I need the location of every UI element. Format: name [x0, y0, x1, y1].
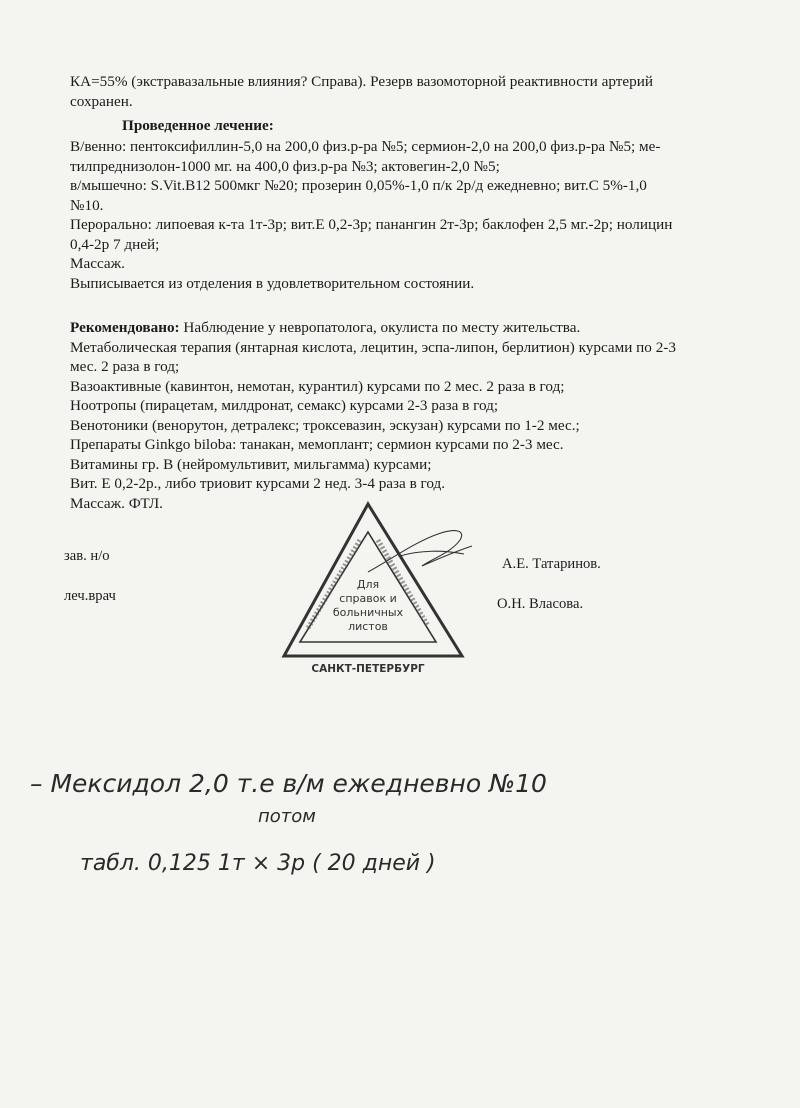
intro-paragraph — [70, 72, 730, 111]
recommend-line-4: Вазоактивные (кавинтон, немотан, курантил) курсами по 2 мес. 2 раза в год; — [70, 377, 565, 395]
stamp-center-line-4: листов — [348, 620, 388, 633]
recommend-line-5: Ноотропы (пирацетам, милдронат, семакс) курсами 2-3 раза в год; — [70, 397, 499, 414]
treatment-im-line-2: №10. — [70, 196, 104, 214]
recommend-line-10: Массаж. ФТЛ. — [70, 494, 163, 512]
recommend-line-1-text: Наблюдение у невропатолога, окулиста по месту жительства. — [179, 319, 581, 336]
handwriting-line-3: табл. 0,125 1т × 3р ( 20 дней ) — [80, 851, 436, 876]
institution-stamp — [278, 498, 468, 678]
head-name: А.Е. Татаринов. — [502, 556, 601, 572]
recommend-label: Рекомендовано: — [70, 319, 180, 336]
recommendations-section — [70, 318, 730, 513]
stamp-city: САНКТ-ПЕТЕРБУРГ — [311, 663, 425, 675]
treatment-heading: Проведенное лечение: — [122, 117, 274, 134]
head-label: зав. н/о — [64, 548, 110, 564]
recommend-line-7: Препараты Ginkgo biloba: танакан, мемоплант; сермион курсами по 2-3 мес. — [70, 436, 564, 453]
recommend-line-6: Венотоники (венорутон, детралекс; троксевазин, эскузан) курсами по 1-2 мес.; — [70, 416, 580, 434]
intro-line-2: сохранен. — [70, 92, 133, 110]
treatment-massage: Массаж. — [70, 255, 125, 272]
stamp-center-line-1: Для — [356, 578, 380, 591]
treatment-im-line-1: в/мышечно: S.Vit.B12 500мкг №20; прозерин 0,05%-1,0 п/к 2р/д ежедневно; вит.С 5%-1,0 — [70, 177, 647, 194]
handwriting-line-2: потом — [258, 806, 316, 827]
treatment-iv-line-2: тилпреднизолон-1000 мг. на 400,0 физ.р-ра №3; актовегин-2,0 №5; — [70, 157, 500, 175]
recommend-line-3: мес. 2 раза в год; — [70, 358, 180, 375]
treatment-section — [70, 137, 730, 293]
recommend-line-1 — [70, 318, 730, 338]
treatment-iv-line-1: В/венно: пентоксифиллин-5,0 на 200,0 физ.р-ра №5; сермион-2,0 на 200,0 физ.р-ра №5; ме- — [70, 138, 661, 155]
intro-line-1: КА=55% (экстравазальные влияния? Справа). Резерв вазомоторной реактивности артерий — [70, 73, 653, 90]
treatment-oral-line-1: Перорально: липоевая к-та 1т-3р; вит.Е 0,2-3р; панангин 2т-3р; баклофен 2,5 мг.-2р; нолицин — [70, 216, 673, 233]
treatment-oral-line-2: 0,4-2р 7 дней; — [70, 235, 160, 253]
recommend-line-9: Вит. Е 0,2-2р., либо триовит курсами 2 нед. 3-4 раза в год. — [70, 475, 446, 492]
handwriting-line-1: – Мексидол 2,0 т.е в/м ежедневно №10 — [30, 769, 547, 798]
doctor-name: О.Н. Власова. — [497, 596, 584, 612]
stamp-center-line-2: справок и — [339, 592, 397, 605]
stamp-center-line-3: больничных — [332, 606, 404, 619]
doctor-label: леч.врач — [64, 588, 116, 604]
treatment-discharge: Выписывается из отделения в удовлетворительном состоянии. — [70, 274, 475, 292]
recommend-line-2: Метаболическая терапия (янтарная кислота, лецитин, эспа-липон, берлитион) курсами по 2-3 — [70, 338, 676, 356]
handwritten-note — [0, 740, 800, 900]
recommend-line-8: Витамины гр. В (нейромультивит, мильгамма) курсами; — [70, 455, 432, 473]
